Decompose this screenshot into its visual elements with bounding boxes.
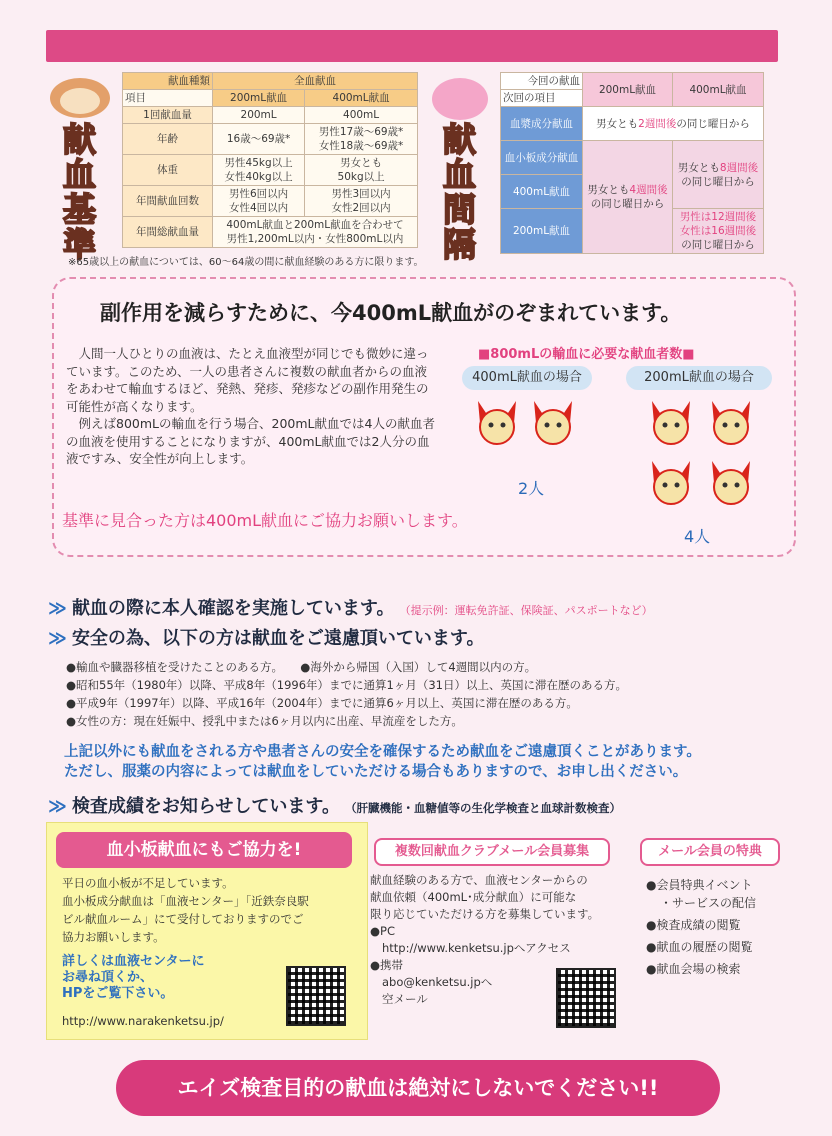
t1-cell-line: 男性6回以内 xyxy=(228,188,289,200)
t1-head-type: 献血種類 xyxy=(123,73,213,90)
arrow-icon: ≫ xyxy=(48,628,67,649)
t2-cell-a xyxy=(583,107,764,141)
panel-headline: 副作用を減らすために、今400mL献血がのぞまれています。 xyxy=(100,301,682,325)
t1-cell xyxy=(213,155,305,186)
count-4: 4人 xyxy=(684,527,711,546)
t2-row-label: 200mL献血 xyxy=(501,209,583,254)
notice-decline xyxy=(48,624,485,650)
mascot-character-icon xyxy=(478,401,516,444)
t1-cell-line: 男性1,200mL以内・女性800mL以内 xyxy=(226,233,404,245)
t2-text: 男女とも xyxy=(677,161,720,174)
t1-cell xyxy=(213,186,305,217)
t2-cell-b3 xyxy=(673,209,764,254)
platelet-text xyxy=(62,874,362,946)
warning-text xyxy=(64,742,804,782)
t1-cell-line: 女性18歳～69歳* xyxy=(318,140,404,152)
t1-head-item: 項目 xyxy=(123,90,213,107)
club-mail-note: 空メール xyxy=(382,992,428,1006)
mascot-right-icon xyxy=(432,78,488,120)
t1-cell-line: 50kg以上 xyxy=(337,171,385,183)
count-2: 2人 xyxy=(518,479,545,498)
platelet-contact xyxy=(62,954,204,1002)
mascot-face-icon xyxy=(60,88,100,114)
arrow-icon: ≫ xyxy=(48,598,67,619)
t1-head-200: 200mL献血 xyxy=(213,90,305,107)
warning-line: ただし、服薬の内容によっては献血をしていただける場合もありますので、お申し出ください。 xyxy=(64,764,688,780)
club-line: 限り応じていただける方を募集しています。 xyxy=(370,907,600,921)
t2-period: 女性は16週間後 xyxy=(679,225,757,237)
t2-period: 男性は12週間後 xyxy=(679,211,757,223)
t1-head-400: 400mL献血 xyxy=(305,90,418,107)
mascot-character-icon xyxy=(712,401,750,444)
t2-text: 男女とも xyxy=(587,184,630,196)
platelet-line: 血小板成分献血は「血液センター」「近鉄奈良駅 xyxy=(62,894,309,908)
t2-text: の同じ曜日から xyxy=(590,198,665,210)
t2-period: 4週間後 xyxy=(629,184,668,196)
warning-line: 上記以外にも献血をされる方や患者さんの安全を確保するため献血をご遠慮頂くことがあります。 xyxy=(64,744,701,760)
t1-cell-line: 400mL献血と200mL献血を合わせて xyxy=(226,219,404,231)
decline-item: ●平成9年（1997年）以降、平成16年（2004年）までに通算6ヶ月以上、英国に滞在歴のある方。 xyxy=(66,696,578,710)
platelet-line: 協力お願いします。 xyxy=(62,930,165,944)
notice-id-text: 献血の際に本人確認を実施しています。 xyxy=(71,598,395,619)
panel-footer: 基準に見合った方は400mL献血にご協力お願いします。 xyxy=(62,511,468,530)
age-note: ※65歳以上の献血については、60～64歳の間に献血経験のある方に限ります。 xyxy=(68,257,424,268)
characters-400 xyxy=(470,395,580,455)
t2-text: の同じ曜日から xyxy=(676,117,750,130)
decline-item: ●昭和55年（1980年）以降、平成8年（1996年）までに通算1ヶ月（31日）以上、英国に滞在歴のある方。 xyxy=(66,678,627,692)
benefits-list xyxy=(646,874,806,980)
t2-cell-b1 xyxy=(583,141,673,254)
platelet-contact-line: 詳しくは血液センターに xyxy=(62,954,205,969)
platelet-line: 平日の血小板が不足しています。 xyxy=(62,876,234,890)
platelet-contact-line: HPをご覧下さい。 xyxy=(62,986,174,1001)
t1-cell: 400mL xyxy=(305,107,418,124)
t2-period: 2週間後 xyxy=(638,117,677,130)
t1-row-label: 年間総献血量 xyxy=(123,217,213,248)
decline-item: ●女性の方：現在妊娠中、授乳中または6ヶ月以内に出産、早流産をした方。 xyxy=(66,714,463,728)
t2-text: の同じ曜日から xyxy=(681,239,755,251)
notice-id-sub: （提示例：運転免許証、保険証、パスポートなど） xyxy=(399,604,653,617)
criteria-table xyxy=(122,72,418,248)
t2-text: の同じ曜日から xyxy=(681,175,755,188)
club-pc-label: ●PC xyxy=(370,924,395,938)
qr-code-icon xyxy=(556,968,616,1028)
decline-list xyxy=(66,658,796,730)
t2-row-label: 血小板成分献血 xyxy=(501,141,583,175)
notice-decline-text: 安全の為、以下の方は献血をご遠慮頂いています。 xyxy=(71,628,485,649)
characters-200 xyxy=(644,395,760,519)
qr-code-icon xyxy=(286,966,346,1026)
t1-row-label: 年齢 xyxy=(123,124,213,155)
t1-cell-line: 男女とも xyxy=(340,157,383,169)
decline-item-text: ●海外から帰国（入国）して4週間以内の方。 xyxy=(300,660,537,674)
club-line: 献血依頼（400mL･成分献血）に可能な xyxy=(370,890,577,904)
platelet-line: ビル献血ルーム」にて受付しておりますのでご xyxy=(62,912,304,926)
notice-results-sub: （肝臓機能・血糖値等の生化学検査と血球計数検査） xyxy=(345,801,622,815)
platelet-url[interactable]: http://www.narakenketsu.jp/ xyxy=(62,1014,224,1028)
t1-cell-line: 女性2回以内 xyxy=(331,202,391,214)
t1-cell xyxy=(305,124,418,155)
club-title: 複数回献血クラブメール会員募集 xyxy=(374,838,610,866)
benefits-title: メール会員の特典 xyxy=(640,838,780,866)
t2-row-label: 400mL献血 xyxy=(501,175,583,209)
panel-paragraph xyxy=(66,345,436,468)
t2-text: 男女とも xyxy=(596,117,639,130)
t1-cell xyxy=(213,217,418,248)
aids-warning-banner: エイズ検査目的の献血は絶対にしないでください!! xyxy=(116,1060,720,1116)
t1-row-label: 体重 xyxy=(123,155,213,186)
t2-row-label: 血漿成分献血 xyxy=(501,107,583,141)
notice-id-check xyxy=(48,594,653,620)
club-pc-url[interactable]: http://www.kenketsu.jpへアクセス xyxy=(382,941,571,955)
t1-head-whole: 全血献血 xyxy=(213,73,418,90)
t2-period: 8週間後 xyxy=(719,161,759,174)
mascot-character-icon xyxy=(712,461,750,504)
platelet-contact-line: お尋ね頂くか、 xyxy=(62,970,154,985)
criteria-title: 献血基準 xyxy=(58,122,97,262)
t1-cell-line: 男性3回以内 xyxy=(331,188,391,200)
club-mobile-label: ●携帯 xyxy=(370,958,404,972)
t1-cell-line: 女性4回以内 xyxy=(228,202,289,214)
decline-item xyxy=(66,658,796,676)
interval-title: 献血間隔 xyxy=(438,122,477,262)
t1-cell: 16歳～69歳* xyxy=(213,124,305,155)
mascot-character-icon xyxy=(652,461,690,504)
benefit-item: ・サービスの配信 xyxy=(660,896,757,910)
benefit-item: ●会員特典イベント xyxy=(646,878,753,892)
notice-results xyxy=(48,792,621,818)
t2-head-next: 次回の項目 xyxy=(501,90,583,107)
t2-cell-b2 xyxy=(673,141,764,209)
t1-cell xyxy=(305,186,418,217)
platelet-title: 血小板献血にもご協力を! xyxy=(56,832,352,868)
t1-cell: 200mL xyxy=(213,107,305,124)
mascot-character-icon xyxy=(534,401,572,444)
t2-head-this: 今回の献血 xyxy=(501,73,583,90)
benefit-item: ●検査成績の閲覧 xyxy=(646,918,741,932)
t1-cell-line: 女性40kg以上 xyxy=(224,171,293,183)
t1-cell-line: 男性45kg以上 xyxy=(224,157,293,169)
benefit-item: ●献血会場の検索 xyxy=(646,962,741,976)
panel-subtitle: ■800mLの輸血に必要な献血者数■ xyxy=(478,347,695,362)
t2-head-200: 200mL献血 xyxy=(583,73,673,107)
case-200-label: 200mL献血の場合 xyxy=(626,366,772,390)
t1-cell xyxy=(305,155,418,186)
mascot-character-icon xyxy=(652,401,690,444)
t1-cell-line: 男性17歳～69歳* xyxy=(318,126,404,138)
arrow-icon: ≫ xyxy=(48,796,67,817)
club-line: 献血経験のある方で、血液センターからの xyxy=(370,873,588,887)
interval-table xyxy=(500,72,764,254)
t1-row-label: 年間献血回数 xyxy=(123,186,213,217)
panel-p1: 人間一人ひとりの血液は、たとえ血液型が同じでも微妙に違っています。このため、一人の患者さんに複数の献血者からの血液をあわせて輸血するほど、発熱、発疹、発疹などの副作用発生の可能性が高くなります。 xyxy=(66,346,429,414)
t2-head-400: 400mL献血 xyxy=(673,73,764,107)
notice-results-text: 検査成績をお知らせしています。 xyxy=(71,796,340,817)
panel-p2: 例えば800mLの輸血を行う場合、200mL献血では4人の献血者の血液を使用することになりますが、400mL献血では2人分の血液ですみ、安全性が向上します。 xyxy=(66,416,435,466)
t1-row-label: 1回献血量 xyxy=(123,107,213,124)
benefit-item: ●献血の履歴の閲覧 xyxy=(646,940,753,954)
case-400-label: 400mL献血の場合 xyxy=(462,366,592,390)
club-mail[interactable]: abo@kenketsu.jpへ xyxy=(382,975,493,989)
top-header-bar xyxy=(46,30,778,62)
decline-item-text: ●輸血や臓器移植を受けたことのある方。 xyxy=(66,660,278,674)
